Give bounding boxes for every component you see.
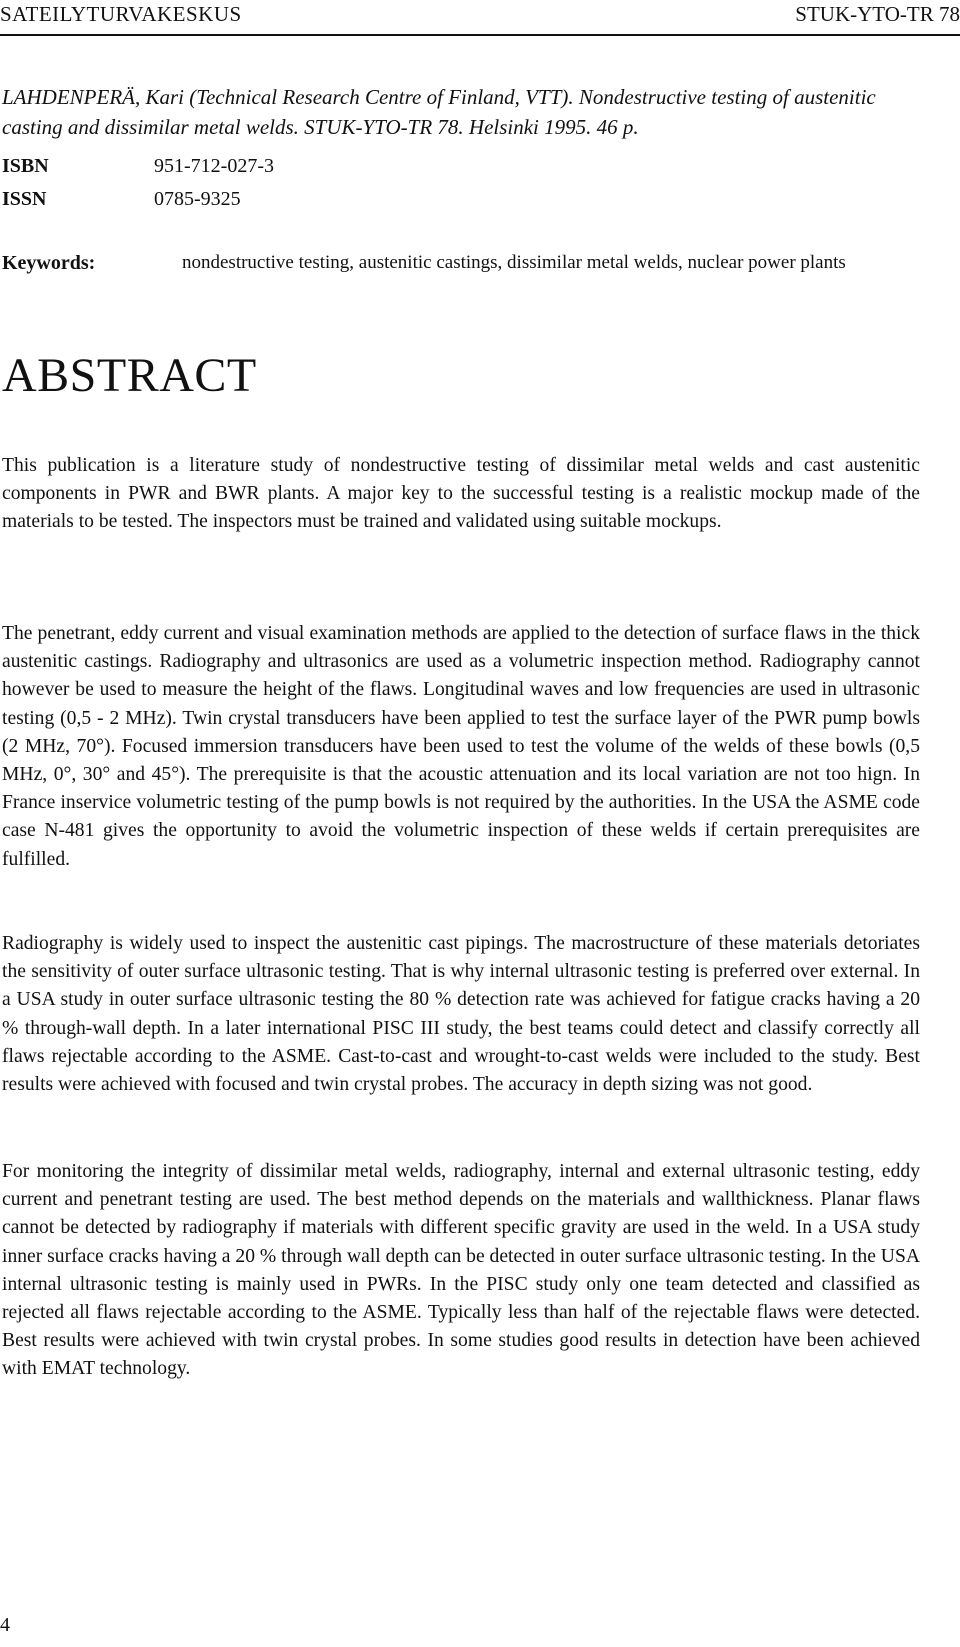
bibliographic-citation: LAHDENPERÄ, Kari (Technical Research Centre of Finland, VTT). Nondestructive testing of austenitic casting and dissimilar metal welds. STUK-YTO-TR 78. Helsinki 1995. 46 p. [2, 85, 876, 139]
keywords-label: Keywords: [2, 252, 96, 274]
page-number: 4 [0, 1614, 10, 1636]
isbn-label: ISBN [2, 155, 49, 177]
issn-value: 0785-9325 [154, 188, 241, 210]
abstract-paragraph-4: For monitoring the integrity of dissimilar metal welds, radiography, internal and external ultrasonic testing, eddy current and penetrant testing are used. The best method depends on the materials and wallthickness. Planar flaws cannot be detected by radiography if materials with different specific gravity are used in the weld. In a USA study inner surface cracks having a 20 % through wall depth can be detected in outer surface ultrasonic testing. In the USA internal ultrasonic testing is mainly used in PWRs. In the PISC study only one team detected and classified as rejected all flaws rejectable according to the ASME. Typically less than half of the rejectable flaws were detected. Best results were achieved with twin crystal probes. In some studies good results in detection have been achieved with EMAT technology. [2, 1161, 920, 1380]
isbn-value: 951-712-027-3 [154, 155, 274, 177]
abstract-paragraph-2: The penetrant, eddy current and visual examination methods are applied to the detection of surface flaws in the thick austenitic castings. Radiography and ultrasonics are used as a volumetric inspection method. Radiography cannot however be used to measure the height of the flaws. Longitudinal waves and low frequencies are used in ultrasonic testing (0,5 - 2 MHz). Twin crystal transducers have been applied to test the surface layer of the PWR pump bowls (2 MHz, 70°). Focused immersion transducers have been used to test the volume of the welds of these bowls (0,5 MHz, 0°, 30° and 45°). The prerequisite is that the acoustic attenuation and its local variation are not too hign. In France inservice volumetric testing of the pump bowls is not required by the authorities. In the USA the ASME code case N-481 gives the opportunity to avoid the volumetric inspection of these welds if certain prerequisites are fulfilled. [2, 623, 920, 870]
keywords-value: nondestructive testing, austenitic castings, dissimilar metal welds, nuclear power plants [182, 252, 846, 273]
header-organization: SATEILYTURVAKESKUS [0, 2, 242, 26]
abstract-paragraph-1: This publication is a literature study of nondestructive testing of dissimilar metal welds and cast austenitic components in PWR and BWR plants. A major key to the successful testing is a realistic mockup made of the materials to be tested. The inspectors must be trained and validated using suitable mockups. [2, 455, 920, 533]
abstract-paragraph-3: Radiography is widely used to inspect the austenitic cast pipings. The macrostructure of these materials detoriates the sensitivity of outer surface ultrasonic testing. That is why internal ultrasonic testing is preferred over external. In a USA study in outer surface ultrasonic testing the 80 % detection rate was achieved for fatigue cracks having a 20 % through-wall depth. In a later international PISC III study, the best teams could detect and classify correctly all flaws rejectable according to the ASME. Cast-to-cast and wrought-to-cast welds were included to the study. Best results were achieved with focused and twin crystal probes. The accuracy in depth sizing was not good. [2, 933, 920, 1096]
issn-label: ISSN [2, 188, 47, 210]
header-report-number: STUK-YTO-TR 78 [795, 2, 960, 26]
abstract-heading: ABSTRACT [2, 349, 257, 402]
running-header [0, 0, 960, 36]
